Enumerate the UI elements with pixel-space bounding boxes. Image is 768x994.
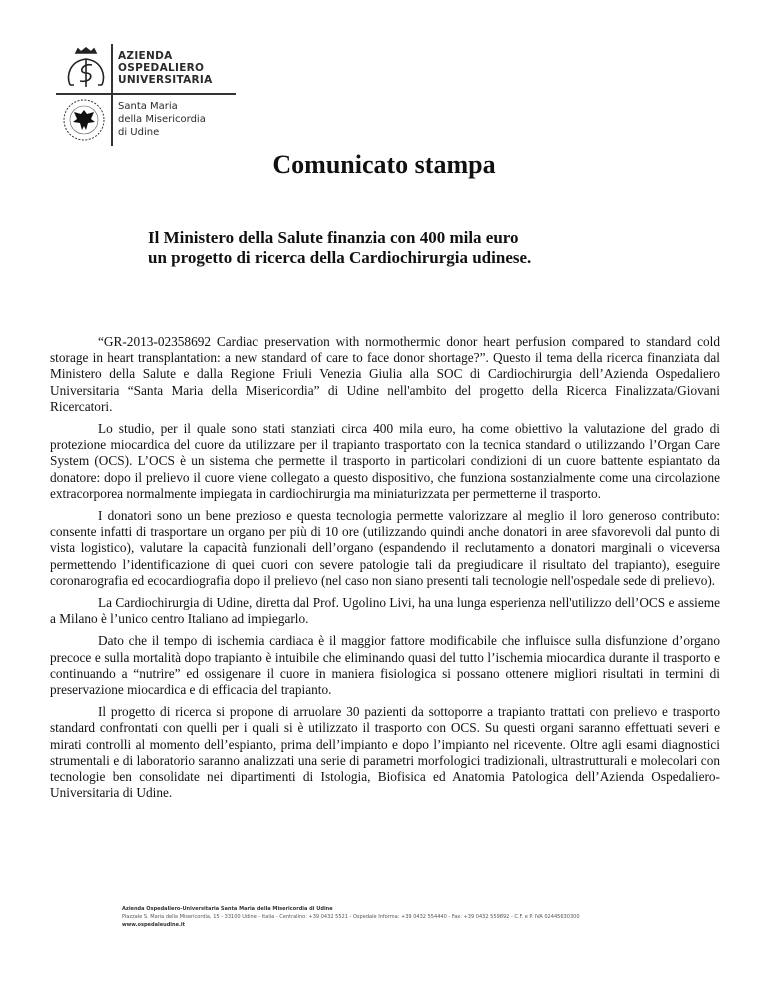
footer-address: Piazzale S. Maria della Misericordia, 15 - 33100 Udine - Italia - Centralino: +39 0432 5521 - Ospedale Informa: +39 0432 554440 - Fax: +39 0432 559892 - C.F. e P. IVA 02445630300 [122,914,580,920]
hospital-monogram-crown-icon [64,45,108,89]
footer [122,905,580,929]
logo-divider-vertical [111,44,113,146]
university-eagle-seal-icon [62,98,106,142]
footer-org: Azienda Ospedaliero-Universitaria Santa Maria della Misericordia di Udine [122,906,333,912]
headline [148,228,531,268]
logo-line: Santa Maria [118,101,178,112]
paragraph: La Cardiochirurgia di Udine, diretta dal Prof. Ugolino Livi, ha una lunga esperienza nell'utilizzo dell’OCS e assieme a Milano è l’unico centro Italiano ad impiegarlo. [50,595,720,627]
paragraph: I donatori sono un bene prezioso e questa tecnologia permette valorizzare al meglio il loro generoso contributo: consente infatti di trasportare un organo per più di 10 ore (utilizzando quindi anche donatori in aree sfavorevoli dal punto di vista logistico), valutare la capacità funzionali dell’organo (espandendo il reclutamento a donatori marginali o viceversa permettendo l’identificazione di quei cuori con severe patologie tali da pregiudicare il risultato del trapianto), eseguire coronarografia ed ecocardiografia dopo il prelievo (nel caso non siano presenti tali tecnologie nell'ospedale sede di prelievo). [50,508,720,588]
logo-company-name [118,50,213,86]
footer-website-link[interactable]: www.ospedaleudine.it [122,922,186,928]
paragraph: Dato che il tempo di ischemia cardiaca è il maggior fattore modificabile che influisce sulla disfunzione d’organo precoce e sulla mortalità dopo trapianto è intuibile che eliminando quasi del tutto l’ischemia miocardica durante il trasporto e continuando a “nutrire” ed ossigenare il cuore in maniera fisiologica si possano ottenere migliori risultati in termini di preservazione miocardica e di efficacia del trapianto. [50,633,720,698]
logo-line: AZIENDA [118,50,173,62]
headline-line: Il Ministero della Salute finanzia con 400 mila euro [148,228,519,247]
logo-line: OSPEDALIERO [118,62,205,74]
logo-line: UNIVERSITARIA [118,74,213,86]
logo-line: di Udine [118,127,160,138]
paragraph: Il progetto di ricerca si propone di arruolare 30 pazienti da sottoporre a trapianto trattati con prelievo e trasporto standard confrontati con quelli per i quali si è utilizzato il trasporto con OCS. Su questi organi saranno effettuati severi e mirati controlli al momento dell’espianto, prima dell’impianto e dopo l’impianto nel ricevente. Oltre agli esami diagnostici strumentali e di laboratorio saranno analizzati una serie di parametri morfologici tradizionali, ultrastrutturali e molecolari con tecnologie ben consolidate nei dipartimenti di Istologia, Biofisica ed Anatomia Patologica dell’Azienda Ospedaliero-Universitaria di Udine. [50,704,720,801]
page-title: Comunicato stampa [272,150,496,179]
paragraph: Lo studio, per il quale sono stati stanziati circa 400 mila euro, ha come obiettivo la valutazione del grado di protezione miocardica del cuore da utilizzare per il trapianto trasportato con la tecnica standard o utilizzando l’Organ Care System (OCS). L’OCS è un sistema che permette il trasporto in particolari condizioni di un cuore battente espiantato da donatore: dopo il prelievo il cuore viene collegato a questo dispositivo, che funziona sostanzialmente come una circolazione extracorporea normalmente impiegata in cardiochirurgia ma miniaturizzata per permetterne il trasporto. [50,421,720,501]
document-body [50,334,720,807]
paragraph: “GR-2013-02358692 Cardiac preservation with normothermic donor heart perfusion compared to standard cold storage in heart transplantation: a new standard of care to face donor shortage?”. Questo il tema della ricerca finanziata dal Ministero della Salute e dalla Regione Friuli Venezia Giulia alla SOC di Cardiochirurgia dell’Azienda Ospedaliero Universitaria “Santa Maria della Misericordia” di Udine nell'ambito del progetto della Ricerca Finalizzata/Giovani Ricercatori. [50,334,720,414]
hospital-logo [56,40,246,150]
logo-divider-horizontal [56,93,236,95]
headline-line: un progetto di ricerca della Cardiochirurgia udinese. [148,248,532,267]
logo-line: della Misericordia [118,114,206,125]
logo-location-name [118,100,206,139]
